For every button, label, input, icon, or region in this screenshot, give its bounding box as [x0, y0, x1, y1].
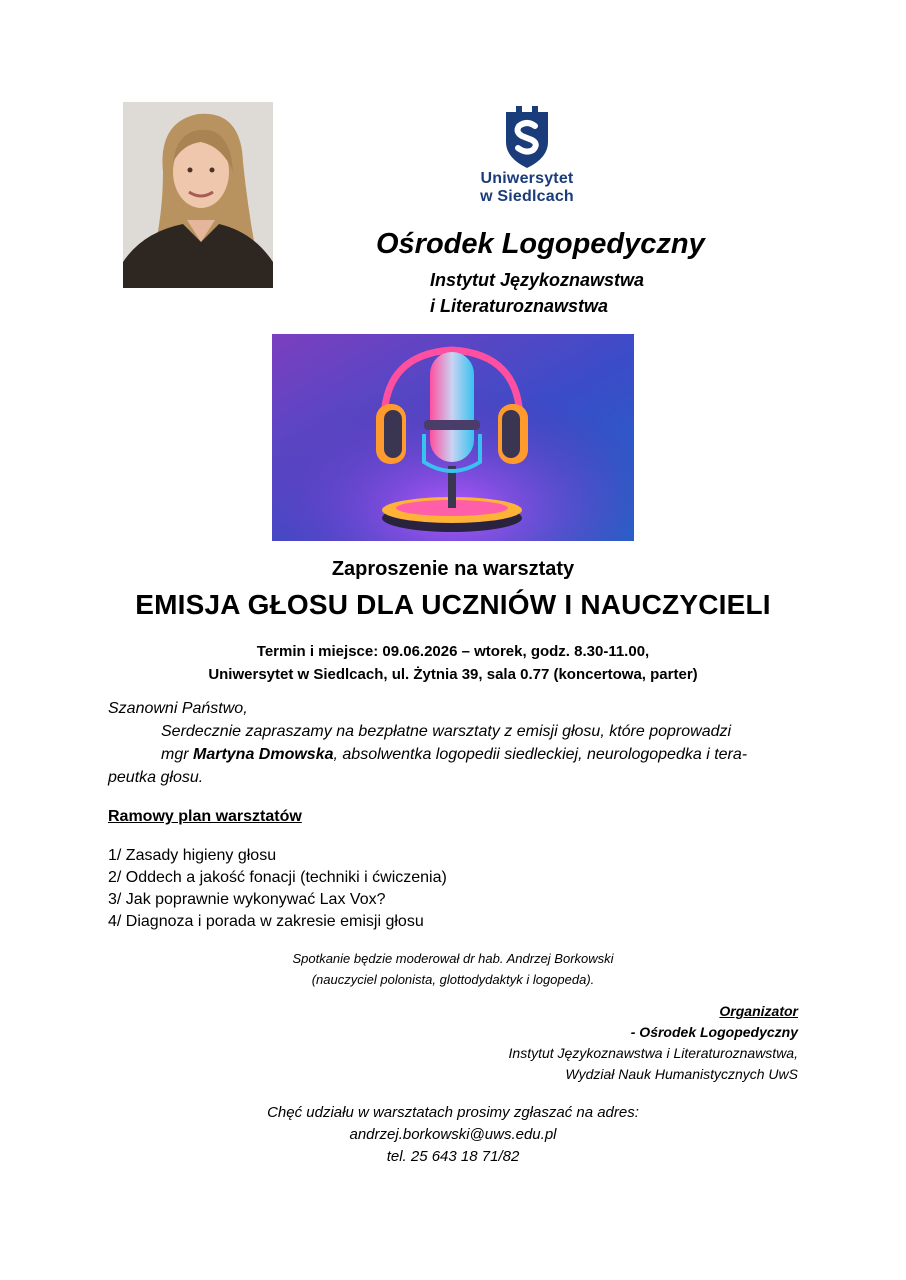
- place-line: Uniwersytet w Siedlcach, ul. Żytnia 39, sala 0.77 (koncertowa, parter): [208, 666, 698, 683]
- moderator-line-2: (nauczyciel polonista, glottodydaktyk i logopeda).: [311, 972, 595, 987]
- institute-line-1: Instytut Językoznawstwa: [430, 270, 645, 290]
- contact-phone: tel. 25 643 18 71/82: [386, 1148, 520, 1165]
- center-name: Ośrodek Logopedyczny: [376, 228, 705, 260]
- date-line: Termin i miejsce: 09.06.2026 – wtorek, godz. 8.30-11.00,: [256, 643, 650, 660]
- list-item: 1/ Zasady higieny głosu: [108, 847, 277, 864]
- logo-text-line1: Uniwersytet: [480, 170, 574, 187]
- institute-line-2: i Literaturoznawstwa: [430, 296, 609, 316]
- moderator-note: [0, 948, 906, 990]
- speaker-name: Martyna Dmowska: [193, 746, 334, 763]
- date-place: [0, 640, 906, 686]
- organizer-line-2: Instytut Językoznawstwa i Literaturoznawstwa,: [508, 1045, 798, 1061]
- list-item: 4/ Diagnoza i porada w zakresie emisji głosu: [108, 913, 424, 930]
- letter-prefix: mgr: [161, 746, 193, 763]
- list-item: 3/ Jak poprawnie wykonywać Lax Vox?: [108, 891, 386, 908]
- organizer-line-3: Wydział Nauk Humanistycznych UwS: [565, 1066, 798, 1082]
- workshop-title: EMISJA GŁOSU DLA UCZNIÓW I NAUCZYCIELI: [135, 589, 771, 620]
- letter-body: [108, 697, 798, 789]
- invitation-subtitle: Zaproszenie na warsztaty: [331, 558, 575, 580]
- list-item: 2/ Oddech a jakość fonacji (techniki i ćwiczenia): [108, 869, 447, 886]
- letter-line-3: peutka głosu.: [108, 769, 204, 786]
- microphone-illustration: [272, 334, 634, 541]
- logo-text-line2: w Siedlcach: [480, 188, 574, 205]
- shield-icon: [502, 104, 552, 170]
- letter-line-1: Serdecznie zapraszamy na bezpłatne warsztaty z emisji głosu, które poprowadzi: [161, 723, 732, 740]
- organizer-line-1: - Ośrodek Logopedyczny: [630, 1024, 798, 1040]
- contact-line: Chęć udziału w warsztatach prosimy zgłaszać na adres:: [267, 1104, 639, 1121]
- organizer-block: [509, 1001, 798, 1085]
- speaker-photo: [123, 102, 273, 288]
- plan-list: [108, 845, 447, 933]
- letter-suffix: , absolwentka logopedii siedleckiej, neurologopedka i tera-: [333, 746, 748, 763]
- university-logo: [462, 104, 592, 216]
- plan-heading: Ramowy plan warsztatów: [108, 808, 302, 825]
- contact-email[interactable]: andrzej.borkowski@uws.edu.pl: [349, 1126, 557, 1143]
- letter-line-2: [108, 743, 798, 766]
- salutation: Szanowni Państwo,: [108, 700, 248, 717]
- organizer-heading: Organizator: [719, 1003, 798, 1019]
- contact-block: [0, 1102, 906, 1168]
- moderator-line-1: Spotkanie będzie moderował dr hab. Andrzej Borkowski: [292, 951, 614, 966]
